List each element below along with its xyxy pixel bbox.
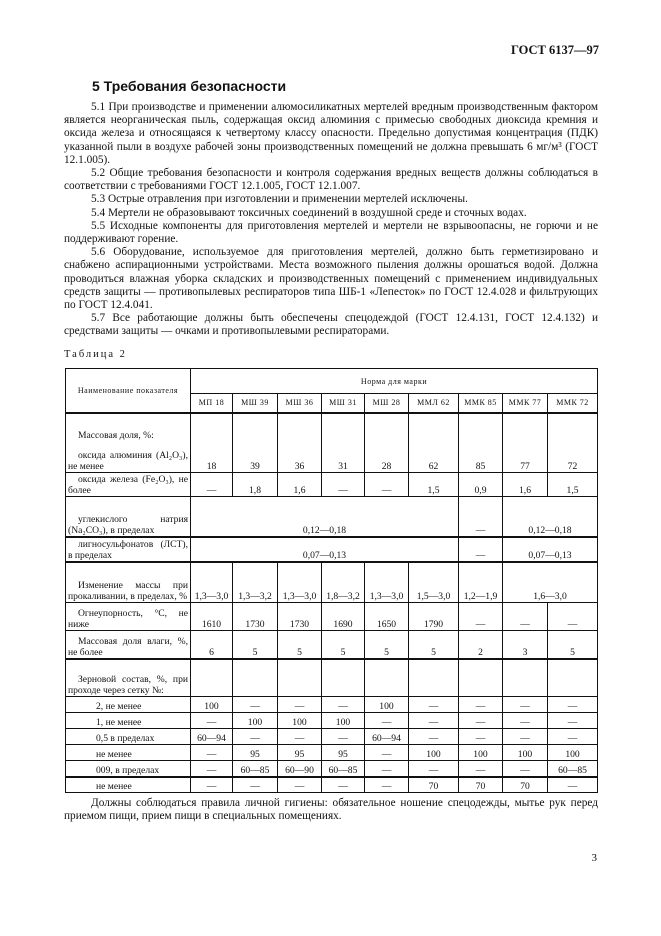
table-cell: 100 bbox=[322, 713, 365, 729]
table-cell: — bbox=[365, 745, 409, 761]
table-cell: 100 bbox=[233, 713, 278, 729]
table-cell: 28 bbox=[365, 413, 409, 473]
table-cell bbox=[503, 659, 548, 697]
table-row bbox=[66, 631, 598, 659]
table-cell: 1690 bbox=[322, 603, 365, 631]
table-cell bbox=[191, 659, 233, 697]
table-cell bbox=[365, 659, 409, 697]
table-cell: — bbox=[233, 777, 278, 793]
brand-header: ММК 72 bbox=[548, 394, 598, 413]
table-cell: — bbox=[503, 713, 548, 729]
table-cell: — bbox=[278, 777, 322, 793]
table-cell: 0,5 в пределах bbox=[66, 729, 191, 745]
table-cell: 1,5—3,0 bbox=[409, 562, 459, 603]
brand-header: ММЛ 62 bbox=[409, 394, 459, 413]
table-row bbox=[66, 473, 598, 497]
table-cell bbox=[459, 659, 503, 697]
table-cell: Массовая доля влаги, %, не более bbox=[66, 631, 191, 659]
table-cell bbox=[278, 659, 322, 697]
table-cell: 0,07—0,13 bbox=[503, 537, 598, 562]
table-cell: 1,6 bbox=[278, 473, 322, 497]
table-row bbox=[66, 777, 598, 793]
table-cell: — bbox=[459, 761, 503, 777]
table-cell: 72 bbox=[548, 413, 598, 473]
brand-header: МШ 28 bbox=[365, 394, 409, 413]
specs-table bbox=[65, 368, 598, 793]
table-cell: — bbox=[409, 713, 459, 729]
table-cell: — bbox=[233, 697, 278, 713]
table-cell: — bbox=[459, 603, 503, 631]
table-cell: 70 bbox=[503, 777, 548, 793]
table-cell: 1,3—3,0 bbox=[278, 562, 322, 603]
table-cell: 1790 bbox=[409, 603, 459, 631]
table-cell: — bbox=[459, 537, 503, 562]
table-cell: 95 bbox=[233, 745, 278, 761]
table-cell: 100 bbox=[459, 745, 503, 761]
table-cell: 60—85 bbox=[233, 761, 278, 777]
table-cell: 1,5 bbox=[409, 473, 459, 497]
table-cell bbox=[322, 659, 365, 697]
table-cell: — bbox=[503, 729, 548, 745]
table-cell: 60—85 bbox=[322, 761, 365, 777]
table-cell: 1730 bbox=[233, 603, 278, 631]
table-cell: 62 bbox=[409, 413, 459, 473]
group-header: Норма для марки bbox=[191, 369, 598, 394]
table-cell: 5 bbox=[548, 631, 598, 659]
table-cell: — bbox=[278, 729, 322, 745]
table-row bbox=[66, 603, 598, 631]
table-cell: 2, не менее bbox=[66, 697, 191, 713]
table-cell: Огнеупорность, °С, не ниже bbox=[66, 603, 191, 631]
table-cell: — bbox=[409, 761, 459, 777]
table-row bbox=[66, 713, 598, 729]
table-cell: — bbox=[409, 697, 459, 713]
table-cell: углекислого натрия (Na₂CO₃), в пределах bbox=[66, 497, 191, 537]
table-cell: — bbox=[233, 729, 278, 745]
table-cell: 0,07—0,13 bbox=[191, 537, 459, 562]
brand-header: МШ 31 bbox=[322, 394, 365, 413]
table-cell: 60—85 bbox=[548, 761, 598, 777]
table-row bbox=[66, 659, 598, 697]
table-cell: 1,6 bbox=[503, 473, 548, 497]
table-cell: — bbox=[365, 713, 409, 729]
table-cell: 5 bbox=[365, 631, 409, 659]
table-cell: — bbox=[322, 473, 365, 497]
table-cell: — bbox=[191, 777, 233, 793]
brand-header: МП 18 bbox=[191, 394, 233, 413]
table-cell: — bbox=[191, 761, 233, 777]
table-cell: — bbox=[322, 777, 365, 793]
table-cell: 36 bbox=[278, 413, 322, 473]
brand-header: ММК 85 bbox=[459, 394, 503, 413]
section-title: 5 Требования безопасности bbox=[92, 78, 287, 94]
table-cell: 60—94 bbox=[191, 729, 233, 745]
table-cell bbox=[409, 659, 459, 697]
table-row bbox=[66, 697, 598, 713]
table-cell: — bbox=[548, 729, 598, 745]
table-cell: 1730 bbox=[278, 603, 322, 631]
page-number: 3 bbox=[591, 852, 597, 864]
table-cell: 1,3—3,0 bbox=[191, 562, 233, 603]
table-cell: 5 bbox=[233, 631, 278, 659]
brand-header: ММК 77 bbox=[503, 394, 548, 413]
table-row bbox=[66, 537, 598, 562]
table-cell: 18 bbox=[191, 413, 233, 473]
table-cell: лигносульфонатов (ЛСТ), в пределах bbox=[66, 537, 191, 562]
table-cell: — bbox=[503, 603, 548, 631]
table-cell: — bbox=[191, 713, 233, 729]
table-cell: 95 bbox=[322, 745, 365, 761]
table-cell: — bbox=[191, 473, 233, 497]
table-cell: 1650 bbox=[365, 603, 409, 631]
table-cell: — bbox=[548, 697, 598, 713]
table-cell: — bbox=[503, 697, 548, 713]
row-label: Массовая доля, %: bbox=[78, 430, 154, 441]
brand-header: МШ 39 bbox=[233, 394, 278, 413]
col-header-name: Наименование показателя bbox=[66, 369, 191, 413]
table-cell: — bbox=[459, 713, 503, 729]
table-cell: 85 bbox=[459, 413, 503, 473]
table-cell: 3 bbox=[503, 631, 548, 659]
table-cell: 100 bbox=[409, 745, 459, 761]
table-cell: 1,2—1,9 bbox=[459, 562, 503, 603]
table-cell: — bbox=[548, 777, 598, 793]
table-cell: 31 bbox=[322, 413, 365, 473]
table-cell: Изменение массы при прокаливании, в пределах, % bbox=[66, 562, 191, 603]
table-cell: — bbox=[503, 761, 548, 777]
table-cell: — bbox=[459, 729, 503, 745]
table-cell bbox=[66, 413, 191, 473]
table-cell: — bbox=[322, 729, 365, 745]
table-cell: — bbox=[191, 745, 233, 761]
table-row bbox=[66, 761, 598, 777]
table-cell: 70 bbox=[459, 777, 503, 793]
table-cell: 1,8—3,2 bbox=[322, 562, 365, 603]
table-row bbox=[66, 729, 598, 745]
table-cell: — bbox=[548, 603, 598, 631]
table-cell: — bbox=[365, 777, 409, 793]
table-cell: — bbox=[278, 697, 322, 713]
table-cell: — bbox=[459, 697, 503, 713]
table-row bbox=[66, 745, 598, 761]
table-cell: 1,6—3,0 bbox=[503, 562, 598, 603]
table-cell: Зерновой состав, %, при проходе через сетку №: bbox=[66, 659, 191, 697]
table-cell: 95 bbox=[278, 745, 322, 761]
table-cell: 1,5 bbox=[548, 473, 598, 497]
table-cell: 0,12—0,18 bbox=[191, 497, 459, 537]
paragraph: 5.7 Все работающие должны быть обеспечены спецодеждой (ГОСТ 12.4.131, ГОСТ 12.4.132) и средствами защиты — очками и противопылевыми респираторами. bbox=[64, 312, 598, 338]
table-cell: 70 bbox=[409, 777, 459, 793]
section-body bbox=[64, 101, 598, 339]
document-header: ГОСТ 6137—97 bbox=[510, 43, 599, 57]
table-cell: 0,9 bbox=[459, 473, 503, 497]
paragraph: 5.4 Мертели не образовывают токсичных соединений в воздушной среде и сточных водах. bbox=[91, 206, 527, 219]
table-cell: — bbox=[322, 697, 365, 713]
table-cell: оксида железа (Fe₂O₃), не более bbox=[66, 473, 191, 497]
paragraph: 5.2 Общие требования безопасности и контроля содержания вредных веществ должны соблюдаться в соответствии с требованиями ГОСТ 12.1.005, ГОСТ 12.1.007. bbox=[64, 167, 598, 193]
table-cell: 2 bbox=[459, 631, 503, 659]
table-cell: 5 bbox=[322, 631, 365, 659]
table-cell: не менее bbox=[66, 745, 191, 761]
table-cell: 60—94 bbox=[365, 729, 409, 745]
table-cell: 5 bbox=[278, 631, 322, 659]
paragraph: 5.1 При производстве и применении алюмосиликатных мертелей вредным производственным фактором является неорганическая пыль, содержащая оксид алюминия с примесью свободных диоксида кремния и оксида железа и относящаяся к четвертому классу опасности. Предельно допустимая концентрация (ПДК) указанной пыли в воздухе рабочей зоны производственных помещений не должна превышать 6 мг/м³ (ГОСТ 12.1.005). bbox=[64, 101, 598, 166]
row-label: оксида алюминия (Al₂O₃), не менее bbox=[68, 450, 188, 472]
table-cell: 100 bbox=[278, 713, 322, 729]
brand-header: МШ 36 bbox=[278, 394, 322, 413]
table-row bbox=[66, 562, 598, 603]
paragraph: 5.3 Острые отравления при изготовлении и применении мертелей исключены. bbox=[91, 193, 468, 206]
paragraph: 5.5 Исходные компоненты для приготовления мертелей и мертели не взрывоопасны, не горючи и не поддерживают горение. bbox=[64, 219, 598, 246]
table-cell: 39 bbox=[233, 413, 278, 473]
table-cell: не менее bbox=[66, 777, 191, 793]
table-cell: 77 bbox=[503, 413, 548, 473]
table-cell: 1,3—3,0 bbox=[365, 562, 409, 603]
table-cell bbox=[548, 659, 598, 697]
paragraph: 5.6 Оборудование, используемое для приготовления мертелей, должно быть герметизировано и снабжено аспирационными устройствами. Места возможного пыления должны орошаться водой. Должна проводиться влажная уборка складских и производственных помещений с применением индивидуальных средств защиты — противопылевых респираторов типа ШБ-1 «Лепесток» по ГОСТ 12.4.028 и фильтрующих по ГОСТ 12.4.041. bbox=[64, 246, 598, 312]
table-cell: 1610 bbox=[191, 603, 233, 631]
table-cell: 0,12—0,18 bbox=[503, 497, 598, 537]
table-cell: — bbox=[409, 729, 459, 745]
table-row bbox=[66, 413, 598, 473]
table-cell: 100 bbox=[191, 697, 233, 713]
footer-text: Должны соблюдаться правила личной гигиены: обязательное ношение спецодежды, мытье рук перед приемом пищи, прием пищи в специальных помещениях. bbox=[64, 797, 598, 823]
table-cell: — bbox=[365, 473, 409, 497]
table-cell: 100 bbox=[503, 745, 548, 761]
table-cell bbox=[233, 659, 278, 697]
table-cell: — bbox=[365, 761, 409, 777]
table-cell: — bbox=[548, 713, 598, 729]
table-cell: 1, не менее bbox=[66, 713, 191, 729]
table-cell: 009, в пределах bbox=[66, 761, 191, 777]
table-cell: 1,8 bbox=[233, 473, 278, 497]
table-cell: 5 bbox=[409, 631, 459, 659]
table-cell: 100 bbox=[365, 697, 409, 713]
table-row bbox=[66, 497, 598, 537]
table-caption: Таблица 2 bbox=[64, 349, 127, 360]
table-cell: 6 bbox=[191, 631, 233, 659]
table-cell: — bbox=[459, 497, 503, 537]
table-cell: 1,3—3,2 bbox=[233, 562, 278, 603]
table-cell: 60—90 bbox=[278, 761, 322, 777]
table-cell: 100 bbox=[548, 745, 598, 761]
